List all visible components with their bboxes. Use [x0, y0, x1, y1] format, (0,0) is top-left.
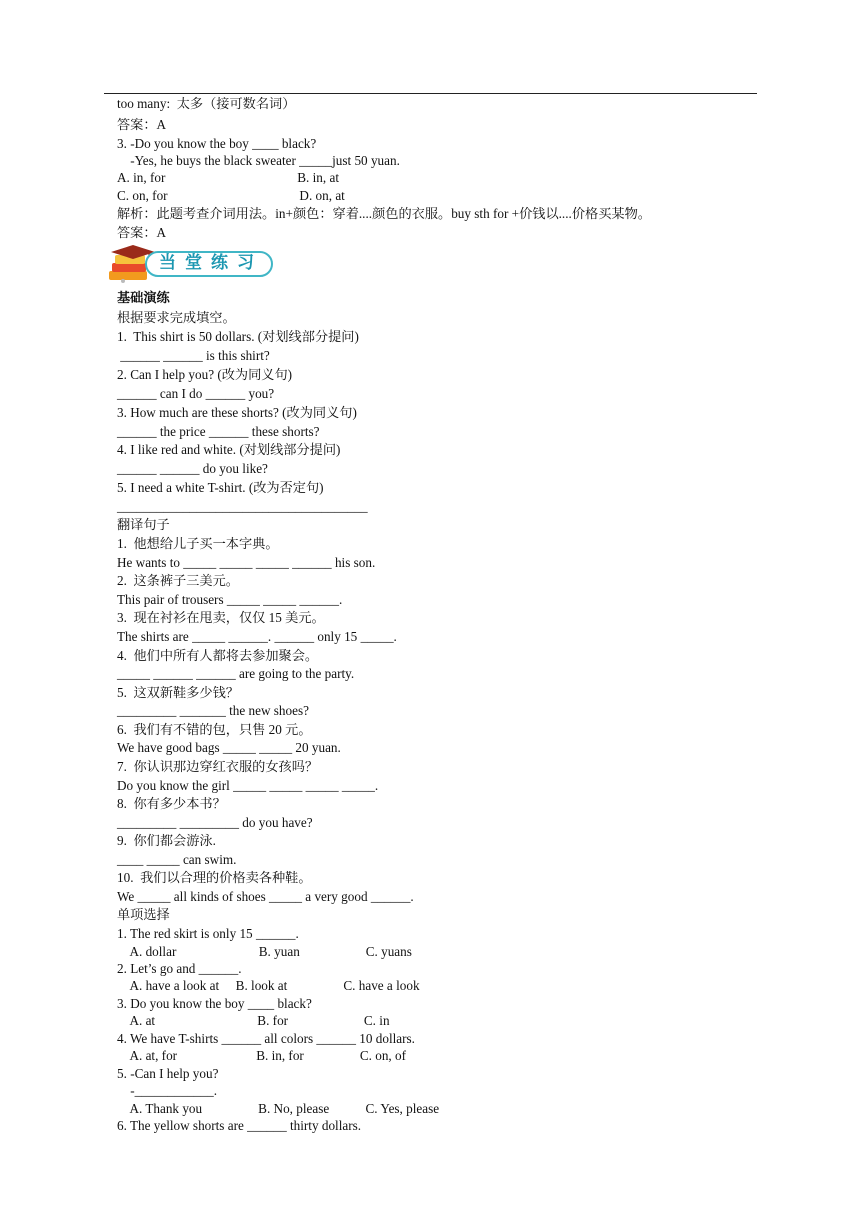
text-line: A. dollar B. yuan C. yuans: [117, 944, 412, 959]
text-line: 2. Can I help you? (改为同义句): [117, 367, 293, 382]
text-line: ____ _____ can swim.: [117, 852, 237, 867]
text-line: A. in, for B. in, at: [117, 170, 339, 185]
text-line: _________ _________ do you have?: [117, 815, 313, 830]
text-line: 2. 这条裤子三美元。: [117, 573, 239, 588]
text-line: 解析：此题考查介词用法。in+颜色：穿着....颜色的衣服。buy sth for +价钱以....价格买某物。: [117, 206, 651, 221]
text-line: 3. -Do you know the boy ____ black?: [117, 136, 317, 151]
text-line: C. on, for D. on, at: [117, 188, 345, 203]
text-line: 10. 我们以合理的价格卖各种鞋。: [117, 870, 312, 885]
text-line: ______ ______ is this shirt?: [117, 348, 270, 363]
text-line: A. at, for B. in, for C. on, of: [117, 1048, 407, 1063]
text-line: ______________________________________: [117, 499, 368, 514]
text-line: ______ ______ do you like?: [117, 461, 268, 476]
text-line: too many: 太多（接可数名词）: [117, 96, 296, 111]
text-line: 答案：A: [117, 117, 167, 132]
decorative-dot: [121, 279, 125, 283]
text-line: We have good bags _____ _____ 20 yuan.: [117, 740, 341, 755]
text-line: A. at B. for C. in: [117, 1013, 390, 1028]
text-line: 1. The red skirt is only 15 ______.: [117, 926, 299, 941]
section-heading: 单项选择: [117, 907, 170, 922]
text-line: 3. 现在衬衫在甩卖，仅仅 15 美元。: [117, 610, 325, 625]
text-line: 5. -Can I help you?: [117, 1066, 219, 1081]
text-line: 3. Do you know the boy ____ black?: [117, 996, 312, 1011]
text-line: A. Thank you B. No, please C. Yes, please: [117, 1101, 440, 1116]
text-line: 9. 你们都会游泳.: [117, 833, 216, 848]
text-line: _____ ______ ______ are going to the party.: [117, 666, 355, 681]
text-line: We _____ all kinds of shoes _____ a very good ______.: [117, 889, 414, 904]
section-heading: 翻译句子: [117, 517, 170, 532]
text-line: 4. We have T-shirts ______ all colors ______ 10 dollars.: [117, 1031, 415, 1046]
text-line: _________ _______ the new shoes?: [117, 703, 309, 718]
text-line: Do you know the girl _____ _____ _____ _____.: [117, 778, 379, 793]
text-line: ______ can I do ______ you?: [117, 386, 275, 401]
text-line: 4. 他们中所有人都将去参加聚会。: [117, 648, 319, 663]
text-line: 2. Let’s go and ______.: [117, 961, 242, 976]
section-heading: 基础演练: [117, 290, 170, 305]
section-banner-label: 当堂练习: [145, 251, 273, 277]
text-line: 5. 这双新鞋多少钱？: [117, 685, 239, 700]
text-line: -____________.: [117, 1083, 218, 1098]
text-line: 3. How much are these shorts? (改为同义句): [117, 405, 357, 420]
section-banner: [103, 243, 281, 287]
text-line: 4. I like red and white. (对划线部分提问): [117, 442, 341, 457]
text-line: -Yes, he buys the black sweater _____just 50 yuan.: [117, 153, 400, 168]
text-line: 1. 他想给儿子买一本字典。: [117, 536, 279, 551]
text-line: ______ the price ______ these shorts?: [117, 424, 320, 439]
text-line: 5. I need a white T-shirt. (改为否定句): [117, 480, 324, 495]
text-line: A. have a look at B. look at C. have a look: [117, 978, 420, 993]
text-line: 7. 你认识那边穿红衣服的女孩吗？: [117, 759, 319, 774]
text-line: He wants to _____ _____ _____ ______ his son.: [117, 555, 376, 570]
text-line: The shirts are _____ ______. ______ only 15 _____.: [117, 629, 397, 644]
text-line: 答案：A: [117, 225, 167, 240]
text-line: 1. This shirt is 50 dollars. (对划线部分提问): [117, 329, 359, 344]
text-line: This pair of trousers _____ _____ ______.: [117, 592, 343, 607]
text-line: 8. 你有多少本书？: [117, 796, 226, 811]
header-rule: [104, 93, 757, 94]
text-line: 根据要求完成填空。: [117, 310, 236, 325]
text-line: 6. The yellow shorts are ______ thirty dollars.: [117, 1118, 362, 1133]
text-line: 6. 我们有不错的包，只售 20 元。: [117, 722, 312, 737]
